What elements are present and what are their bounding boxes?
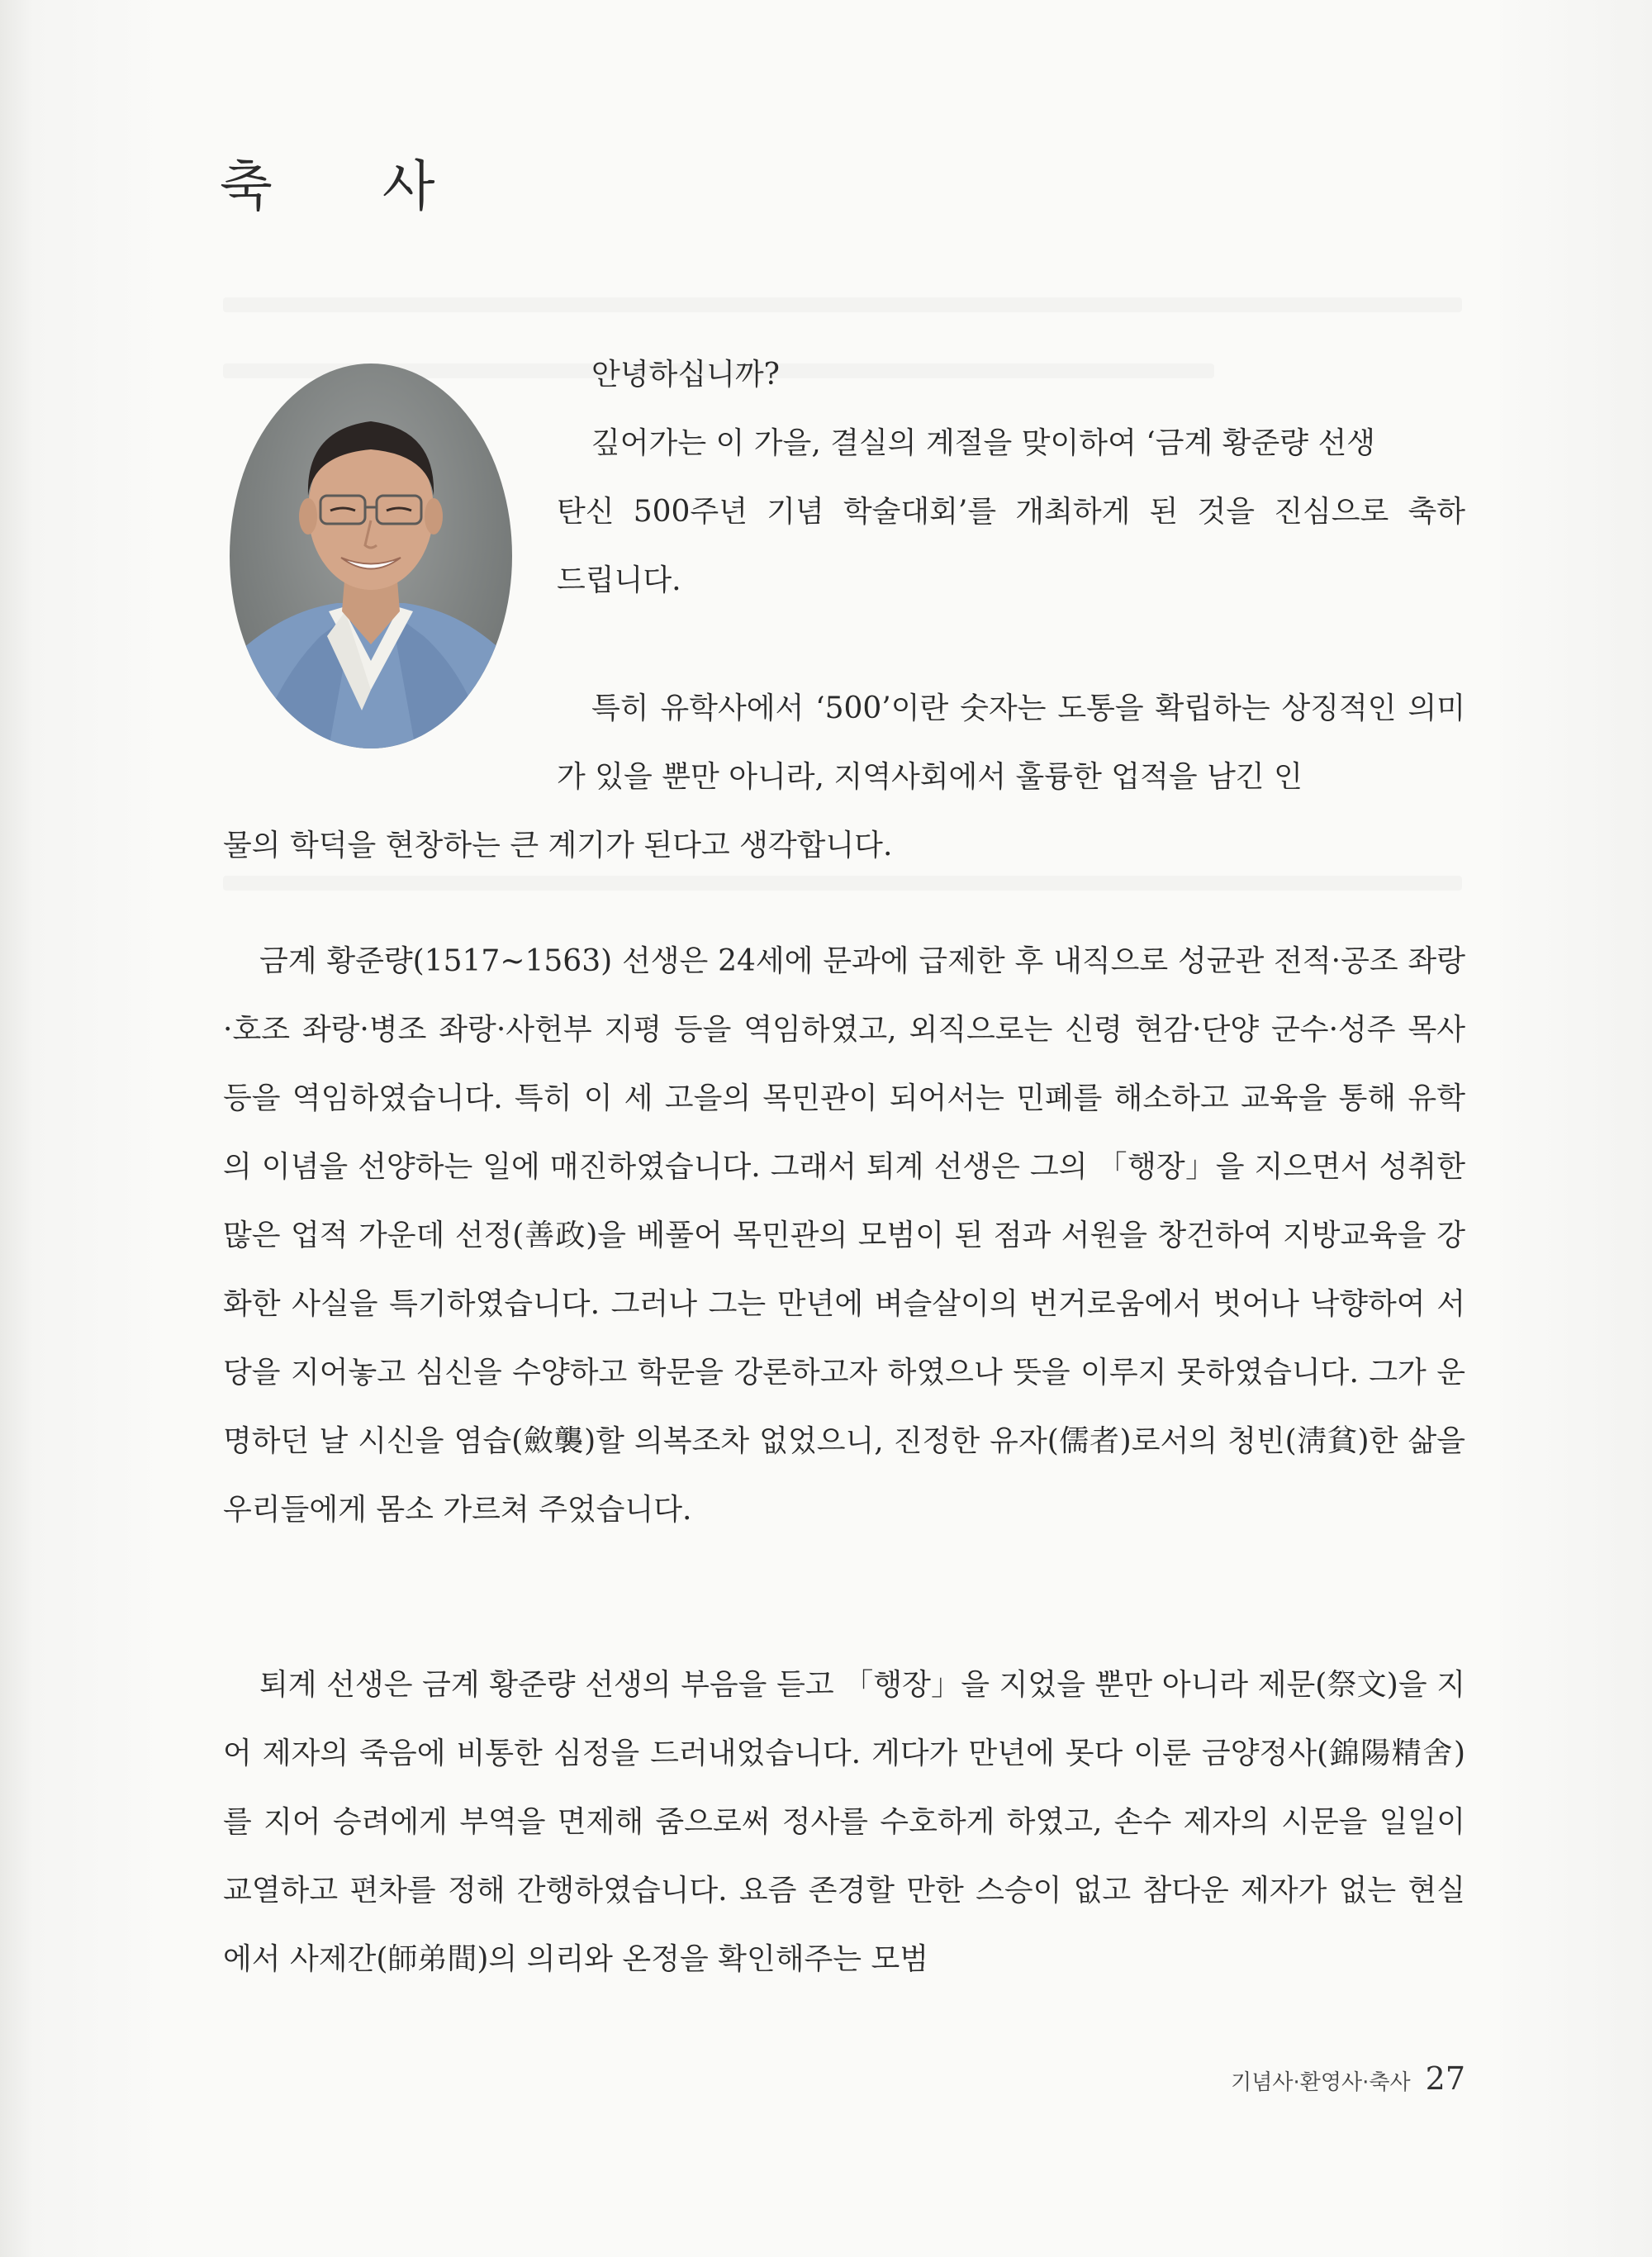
page-number: 27 [1425,2060,1465,2097]
greeting-line: 안녕하십니까? [591,358,780,392]
bleed-through [223,297,1462,312]
greeting-line: 드립니다. [557,563,681,597]
body-paragraph-500th: 특히 유학사에서 ‘500’이란 숫자는 도통을 확립하는 상징적인 의미가 있을 뿐만 아니라, 지역사회에서 훌륭한 업적을 남긴 인 [557,691,1465,794]
body-paragraph-toegye: 퇴계 선생은 금계 황준량 선생의 부음을 듣고 「행장」을 지었을 뿐만 아니라 제문(祭文)을 지어 제자의 죽음에 비통한 심정을 드러내었습니다. 게다가 만년에 못다 이룬 금양정사(錦陽精舍)를 지어 승려에게 부역을 면제해 줌으로써 정사를 수호하게 하였고, 손수 제자의 시문을 일일이 교열하고 편차를 정해 간행하였습니다. 요즘 존경할 만한 스승이 없고 참다운 제자가 없는 현실에서 사제간(師弟間)의 의리와 온정을 확인해주는 모범 [223,1668,1465,1976]
greeting-line: 탄신 500주년 기념 학술대회’를 개최하게 된 것을 진심으로 축하 [557,495,1465,529]
body-paragraph-biography: 금계 황준량(1517~1563) 선생은 24세에 문과에 급제한 후 내직으로 성균관 전적·공조 좌랑·호조 좌랑·병조 좌랑·사헌부 지평 등을 역임하였고, 외직으로는 신령 현감·단양 군수·성주 목사 등을 역임하였습니다. 특히 이 세 고을의 목민관이 되어서는 민폐를 해소하고 교육을 통해 유학의 이념을 선양하는 일에 매진하였습니다. 그래서 퇴계 선생은 그의 「행장」을 지으면서 성취한 많은 업적 가운데 선정(善政)을 베풀어 목민관의 모범이 된 점과 서원을 창건하여 지방교육을 강화한 사실을 특기하였습니다. 그러나 그는 만년에 벼슬살이의 번거로움에서 벗어나 낙향하여 서당을 지어놓고 심신을 수양하고 학문을 강론하고자 하였으나 뜻을 이루지 못하였습니다. 그가 운명하던 날 시신을 염습(斂襲)할 의복조차 없었으니, 진정한 유자(儒者)로서의 청빈(淸貧)한 삶을 우리들에게 몸소 가르쳐 주었습니다. [223,944,1465,1527]
page-footer [1231,2060,1465,2097]
page-title: 축 사 [220,154,482,218]
footer-section-title: 기념사·환영사·축사 [1231,2070,1411,2095]
greeting-line: 깊어가는 이 가을, 결실의 계절을 맞이하여 ‘금계 황준량 선생 [591,426,1376,460]
body-paragraph-500th-continued: 물의 학덕을 현창하는 큰 계기가 된다고 생각합니다. [223,829,893,862]
portrait-photo [230,363,512,748]
greeting-paragraph [557,340,1465,615]
